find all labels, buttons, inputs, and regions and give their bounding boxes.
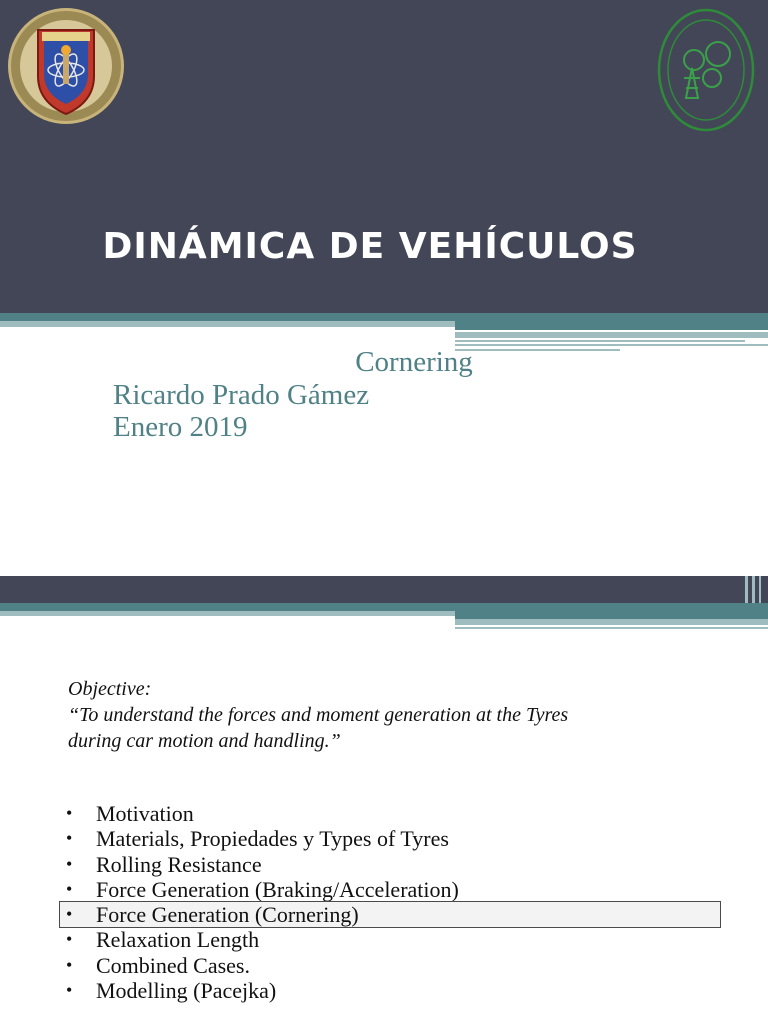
objective-line-2: during car motion and handling.” bbox=[68, 730, 341, 752]
bullet-icon: • bbox=[66, 980, 73, 1001]
bullet-icon: • bbox=[66, 828, 73, 849]
content-slide-header bbox=[0, 576, 768, 603]
topic-item bbox=[60, 877, 720, 902]
bullet-icon: • bbox=[66, 878, 73, 899]
bullet-icon: • bbox=[66, 803, 73, 823]
topic-label: Force Generation (Cornering) bbox=[96, 902, 359, 928]
topic-item-highlighted bbox=[60, 902, 720, 927]
topic-label: Relaxation Length bbox=[96, 927, 260, 953]
topic-label: Motivation bbox=[96, 801, 194, 826]
presentation-date: Enero 2019 bbox=[113, 411, 248, 443]
topic-list bbox=[60, 801, 720, 1003]
objective-text bbox=[68, 676, 728, 754]
topic-label: Force Generation (Braking/Acceleration) bbox=[96, 876, 459, 902]
bullet-icon: • bbox=[66, 904, 73, 925]
topic-item bbox=[60, 927, 720, 952]
topic-item bbox=[60, 826, 720, 851]
topic-label: Combined Cases. bbox=[96, 952, 250, 978]
topic-item bbox=[60, 801, 720, 826]
bullet-icon: • bbox=[66, 954, 73, 975]
bullet-icon: • bbox=[66, 929, 73, 950]
topic-item bbox=[60, 953, 720, 978]
faculty-seal-icon bbox=[656, 8, 756, 133]
topic-item bbox=[60, 978, 720, 1003]
topic-label: Rolling Resistance bbox=[96, 851, 262, 877]
author-name: Ricardo Prado Gámez bbox=[113, 379, 370, 411]
topic-item bbox=[60, 852, 720, 877]
topic-label: Materials, Propiedades y Types of Tyres bbox=[96, 826, 449, 852]
slide-title: DINÁMICA DE VEHÍCULOS bbox=[102, 226, 638, 267]
university-seal-icon bbox=[6, 6, 126, 126]
slide-subtitle: Cornering bbox=[355, 346, 473, 378]
objective-label: Objective: bbox=[68, 678, 152, 700]
bullet-icon: • bbox=[66, 853, 73, 874]
topic-label: Modelling (Pacejka) bbox=[96, 978, 277, 1004]
objective-line-1: “To understand the forces and moment generation at the Tyres bbox=[68, 704, 569, 726]
